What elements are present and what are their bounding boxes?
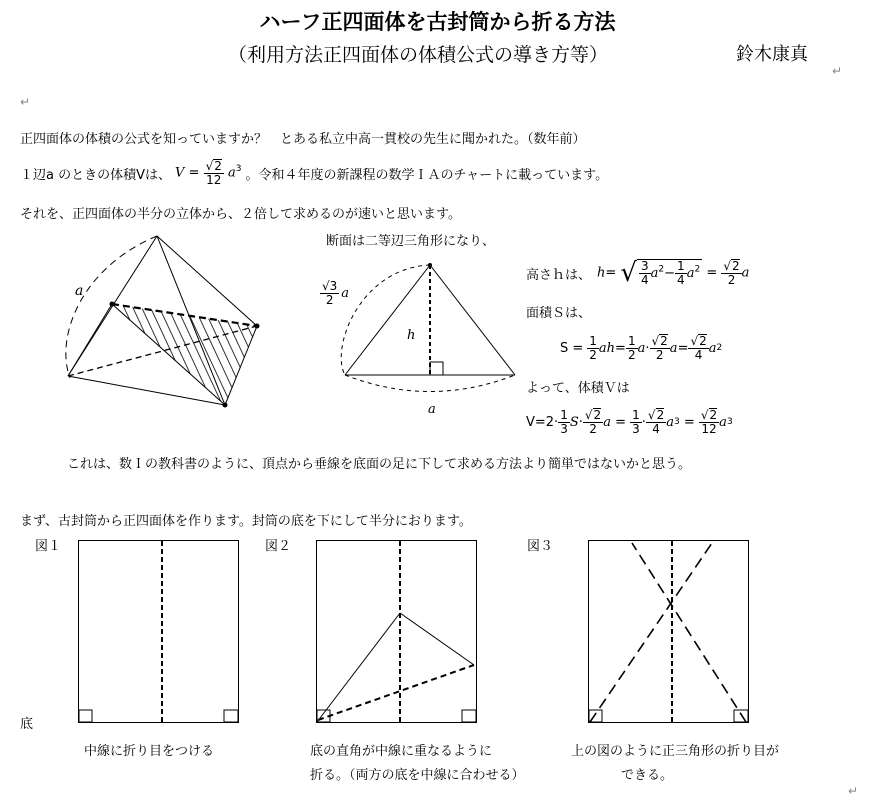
edge-label-a: a <box>75 283 84 299</box>
return-mark: ↵ <box>848 784 859 798</box>
caption-figure-2-line1: 底の直角が中線に重なるように <box>310 744 493 759</box>
figure-1-label: 図１ <box>35 539 62 554</box>
return-mark: ↵ <box>20 95 31 109</box>
cross-section-note: 断面は二等辺三角形になり、 <box>326 234 496 249</box>
paragraph-volume-formula <box>20 156 608 190</box>
page-title: ハーフ正四面体を古封筒から折る方法 <box>259 9 616 34</box>
envelope-figure-3 <box>588 540 750 724</box>
height-formula-line <box>526 253 749 293</box>
caption-figure-2-line2: 折る。（両方の底を中線に合わせる） <box>310 768 525 783</box>
envelope-figure-2 <box>316 540 478 724</box>
area-label: 面積Ｓは、 <box>526 306 592 321</box>
volume-label: よって、体積Ｖは <box>526 381 630 396</box>
volume-formula: V = $\frac{√2}{12}$ $a^3$ <box>175 159 242 187</box>
envelope-figure-1 <box>78 540 240 724</box>
side-length-numerator: √3 <box>322 279 338 293</box>
return-mark: ↵ <box>832 64 843 78</box>
caption-figure-3-line2: できる。 <box>621 768 674 783</box>
height-label: 高さｈは、 <box>526 267 592 283</box>
side-length-variable: a <box>341 286 350 301</box>
isosceles-triangle-diagram <box>340 258 520 398</box>
side-length-label <box>320 280 349 307</box>
paragraph-volume-suffix: 。令和４年度の新課程の数学ＩＡのチャートに載っています。 <box>245 167 609 183</box>
paragraph-comparison: これは、数Ｉの教科書のように、頂点から垂線を底面の足に下して求める方法より簡単ではないかと思う。 <box>67 457 692 472</box>
paragraph-half-solid: それを、正四面体の半分の立体から、２倍して求めるのが速いと思います。 <box>20 207 461 222</box>
caption-figure-3-line1: 上の図のように正三角形の折り目が <box>571 744 780 759</box>
paragraph-folding-intro: まず、古封筒から正四面体を作ります。封筒の底を下にして半分におります。 <box>20 514 472 529</box>
tetrahedron-diagram <box>60 228 275 413</box>
base-label-a: a <box>428 402 436 417</box>
author-name: 鈴木康真 <box>736 44 808 65</box>
area-formula: S = $\frac{1}{2}$ ah = $\frac{1}{2}$ a · $\frac{√2}{2}$ a = $\frac{√2}{4}$ a 2 <box>560 333 723 362</box>
bottom-edge-label: 底 <box>20 717 34 732</box>
side-length-denominator: 2 <box>325 293 334 307</box>
figure-2-label: 図２ <box>265 539 292 554</box>
volume-derivation-formula: V=2· $\frac{1}{3}$ S · $\frac{√2}{2}$ a = $\frac{1}{3}$ · $\frac{√2}{4}$ a 3 = $\frac{√2}{12}$ a 3 <box>526 407 733 436</box>
caption-figure-1: 中線に折り目をつける <box>84 744 215 759</box>
paragraph-question: 正四面体の体積の公式を知っていますか？ とある私立中高一貫校の先生に聞かれた。（数年前） <box>20 132 586 147</box>
height-formula: h= √ $\frac{3}{4}$ $a^2-$ $\frac{1}{4}$ $a^2$ = $\frac{√2}{2}$ a <box>597 258 750 288</box>
height-label-h: h <box>407 328 416 343</box>
figure-3-label: 図３ <box>527 539 554 554</box>
page-subtitle: （利用方法正四面体の体積公式の導き方等） <box>228 44 609 66</box>
paragraph-volume-prefix: １辺a のときの体積Vは、 <box>20 167 171 183</box>
